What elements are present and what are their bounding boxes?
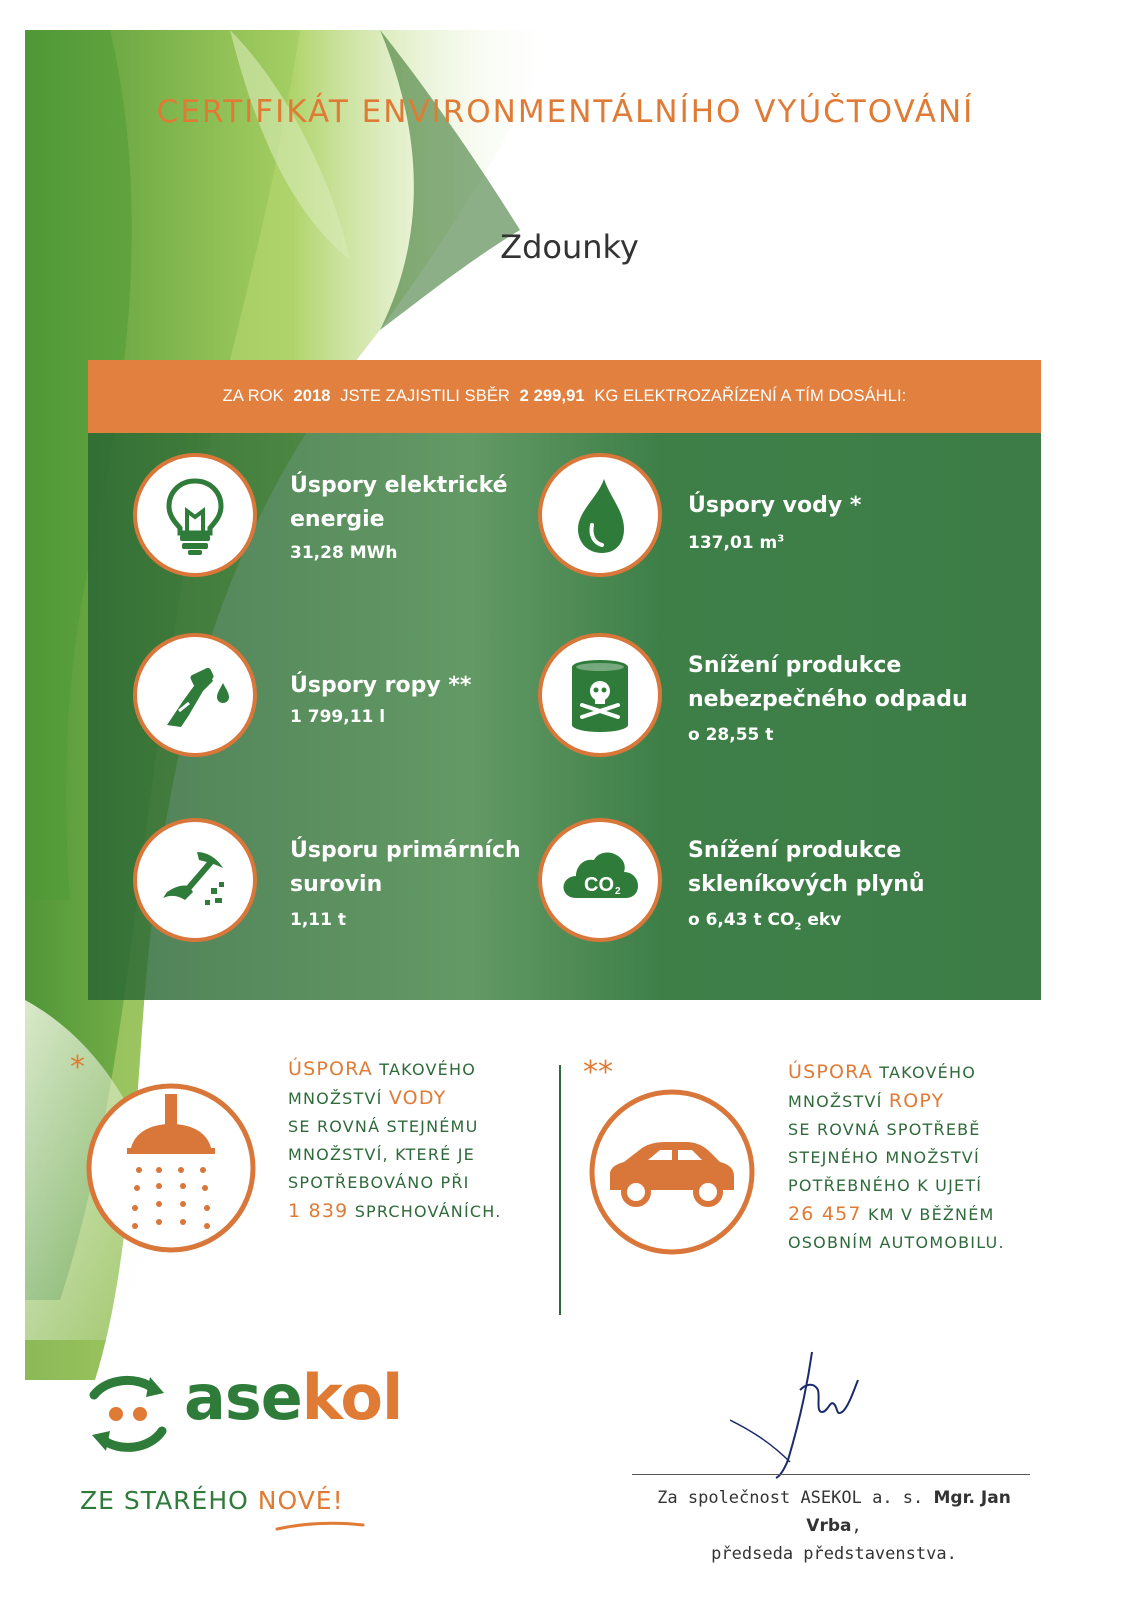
shower-icon <box>85 1082 257 1254</box>
electricity-title-line2: energie <box>290 507 385 532</box>
signature-caption: Za společnost ASEKOL a. s. Mgr. Jan Vrba, předseda představenstva. <box>657 1488 1011 1564</box>
signature-line <box>632 1474 1030 1475</box>
savings-panel <box>88 433 1041 1000</box>
hazardous-waste-value: o 28,55 t <box>688 725 774 745</box>
co2-icon-label: CO <box>584 874 614 896</box>
oil-note-text: ÚSPORA TAKOVÉHO MNOŽSTVÍ ROPY SE ROVNÁ SPOTŘEBĚ STEJNÉHO MNOŽSTVÍ POTŘEBNÉHO K UJETÍ 26 457 KM V BĚŽNÉM OSOBNÍM AUTOMOBILU. <box>788 1061 1005 1252</box>
banner-prefix: ZA ROK <box>222 387 289 405</box>
municipality-name: Zdounky <box>500 228 639 266</box>
banner-middle: JSTE ZAJISTILI SBĚR <box>335 387 515 405</box>
raw-materials-title-line2: surovin <box>290 872 383 897</box>
hazardous-waste-title-line2: nebezpečného odpadu <box>688 687 968 712</box>
electricity-title-line1: Úspory elektrické <box>290 473 508 498</box>
handwritten-signature <box>730 1350 890 1480</box>
slogan-underline <box>275 1520 365 1532</box>
co2-icon-subscript: 2 <box>615 886 621 897</box>
slogan: ZE STARÉHO NOVÉ! <box>80 1486 344 1515</box>
greenhouse-title-line1: Snížení produkce <box>688 838 902 863</box>
banner-suffix: KG ELEKTROZAŘÍZENÍ A TÍM DOSÁHLI: <box>589 387 907 405</box>
oil-value: 1 799,11 l <box>290 707 386 727</box>
oil-title: Úspory ropy ** <box>290 673 472 698</box>
greenhouse-value: o 6,43 t $CO_2$ ekv <box>688 910 842 933</box>
electricity-value: 31,28 MWh <box>290 543 398 563</box>
banner-year: 2018 <box>293 387 331 405</box>
water-title: Úspory vody * <box>688 493 862 518</box>
asekol-wordmark: asekol <box>184 1361 403 1434</box>
water-note-star: * <box>70 1050 85 1085</box>
oil-note-star: ** <box>583 1055 613 1090</box>
hazard-barrel-icon <box>538 633 662 757</box>
recycle-smile-icon <box>80 1375 176 1453</box>
hazardous-waste-title-line1: Snížení produkce <box>688 653 902 678</box>
raw-materials-value: 1,11 t <box>290 910 346 930</box>
greenhouse-title-line2: skleníkových plynů <box>688 872 925 897</box>
water-value: 137,01 $m^3$ <box>688 533 785 553</box>
notes-divider <box>559 1065 561 1315</box>
banner-amount: 2 299,91 <box>519 387 585 405</box>
water-drop-icon <box>538 453 662 577</box>
water-note-text: ÚSPORA TAKOVÉHO MNOŽSTVÍ VODY SE ROVNÁ STEJNÉMU MNOŽSTVÍ, KTERÉ JE SPOTŘEBOVÁNO PŘI 1 839 SPRCHOVÁNÍCH. <box>288 1058 502 1222</box>
raw-materials-title-line1: Úsporu primárních <box>290 838 521 863</box>
asekol-logo <box>80 1361 403 1457</box>
certificate-title: CERTIFIKÁT ENVIRONMENTÁLNÍHO VYÚČTOVÁNÍ <box>156 94 975 130</box>
fuel-nozzle-icon <box>133 633 257 757</box>
summary-banner <box>88 360 1041 433</box>
car-icon <box>588 1088 756 1256</box>
light-bulb-icon <box>133 453 257 577</box>
co2-cloud-icon <box>538 818 662 942</box>
pickaxe-icon <box>133 818 257 942</box>
